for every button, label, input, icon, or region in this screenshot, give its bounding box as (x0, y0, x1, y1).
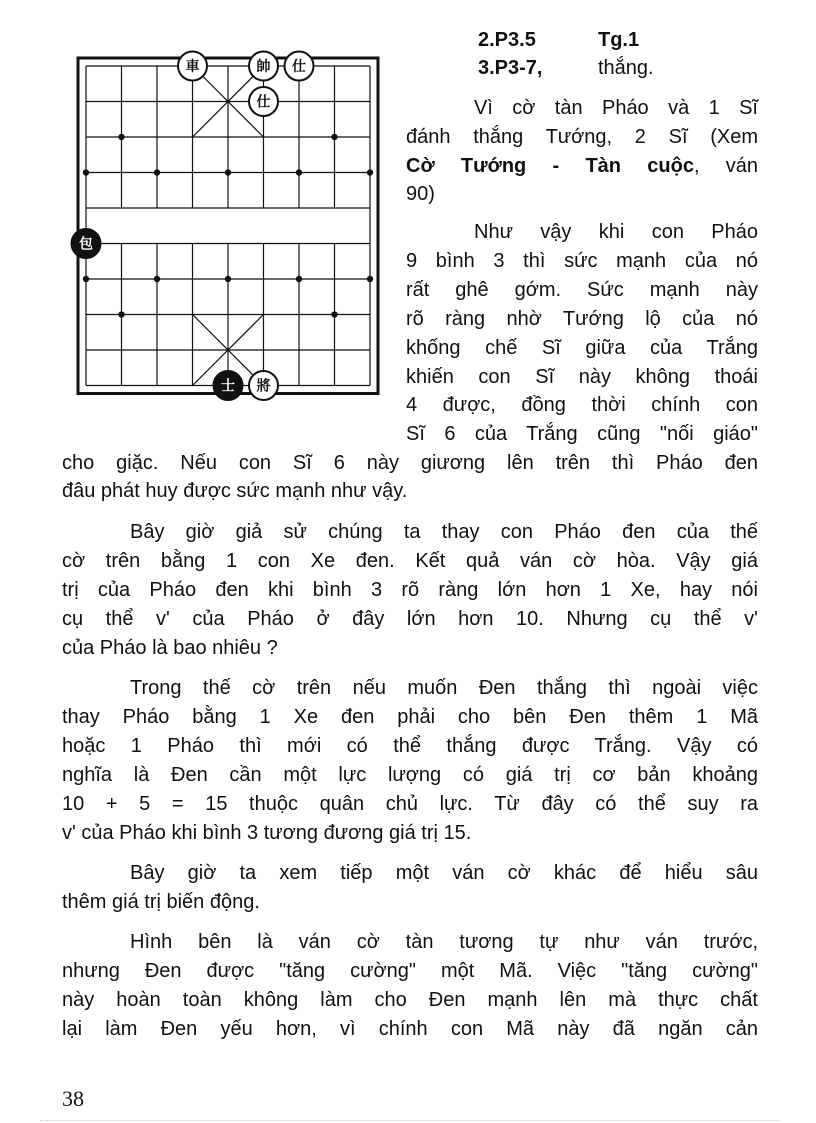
board-point-marker (331, 134, 337, 140)
text-line: Bây giờ giả sử chúng ta thay con Pháo đen của thế (130, 521, 758, 543)
board-point-marker (367, 169, 373, 175)
text-line: thêm giá trị biến động. (62, 891, 260, 913)
page-edge-divider (40, 1120, 780, 1121)
advisor-center-label: 仕 (256, 94, 271, 111)
text-line: hoặc 1 Pháo thì mới có thể thắng được Trắng. Vậy có (62, 735, 758, 757)
text-line: rõ ràng nhờ Tướng lộ của nó (406, 308, 758, 330)
text-line: rất ghê gớm. Sức mạnh này (406, 279, 758, 301)
board-point-marker (367, 276, 373, 282)
xiangqi-board-diagram (68, 46, 386, 395)
board-point-marker (296, 169, 302, 175)
text-line: trị của Pháo đen khi bình 3 rõ ràng lớn hơn 1 Xe, hay nói (62, 579, 758, 601)
board-point-marker (118, 134, 124, 140)
text-line: lại làm Đen yếu hơn, vì chính con Mã này đã ngăn cản (62, 1018, 758, 1040)
text-line: Như vậy khi con Pháo (474, 221, 758, 243)
advisor-bottom-black-label: 士 (221, 378, 235, 395)
text-fragment: , ván (693, 155, 758, 177)
page-number: 38 (62, 1086, 84, 1111)
text-line: Vì cờ tàn Pháo và 1 Sĩ (474, 97, 758, 119)
text-line: cho giặc. Nếu con Sĩ 6 này giương lên trên thì Pháo đen (62, 452, 758, 474)
text-line: của Pháo là bao nhiêu ? (62, 637, 278, 659)
text-line: 10 + 5 = 15 thuộc quân chủ lực. Từ đây có thể suy ra (62, 793, 758, 815)
text-line: này hoàn toàn không làm cho Đen mạnh lên mà thực chất (62, 989, 758, 1011)
text-line: khống chế Sĩ giữa của Trắng (406, 337, 758, 359)
board-point-marker (225, 169, 231, 175)
text-line: Sĩ 6 của Trắng cũng "nối giáo" (406, 423, 758, 445)
cannon-left-label: 包 (79, 236, 93, 253)
general-bottom-label: 將 (256, 378, 271, 395)
board-point-marker (83, 169, 89, 175)
book-title: Cờ Tướng - Tàn cuộc (406, 155, 694, 177)
text-line: nhưng Đen được "tăng cường" một Mã. Việc "tăng cường" (62, 960, 758, 982)
text-line: Trong thế cờ trên nếu muốn Đen thắng thì ngoài việc (130, 677, 758, 699)
text-line: v' của Pháo khi bình 3 tương đương giá trị 15. (62, 822, 472, 844)
move-2: 3.P3-7, (478, 57, 543, 79)
board-point-marker (296, 276, 302, 282)
text-line: cụ thể v' của Pháo ở đây lớn hơn 10. Nhưng cụ thể v' (62, 608, 758, 630)
board-point-marker (154, 169, 160, 175)
move-2-result: thắng. (598, 57, 654, 79)
text-line: Hình bên là ván cờ tàn tương tự như ván trước, (130, 931, 758, 953)
board-point-marker (225, 276, 231, 282)
text-line: 4 được, đồng thời chính con (406, 394, 758, 416)
advisor-top-right-label: 仕 (292, 59, 306, 75)
black-general-label: 帥 (256, 59, 271, 75)
text-line: khiến con Sĩ này không thoái (406, 366, 758, 388)
text-line-with-book-title (406, 152, 758, 180)
board-point-marker (118, 311, 124, 317)
text-line: đánh thắng Tướng, 2 Sĩ (Xem (406, 126, 758, 148)
board-point-marker (83, 276, 89, 282)
text-line: cờ trên bằng 1 con Xe đen. Kết quả ván cờ hòa. Vậy giá (62, 550, 758, 572)
text-line: 90) (406, 183, 435, 205)
move-1: 2.P3.5 (478, 29, 536, 51)
text-line: 9 bình 3 thì sức mạnh của nó (406, 250, 758, 272)
text-line: Bây giờ ta xem tiếp một ván cờ khác để hiểu sâu (130, 862, 758, 884)
red-chariot-label: 車 (185, 59, 200, 75)
board-svg (68, 46, 386, 395)
text-line: nghĩa là Đen cần một lực lượng có giá trị cơ bản khoảng (62, 764, 758, 786)
move-1-result: Tg.1 (598, 29, 640, 51)
board-point-marker (154, 276, 160, 282)
board-point-marker (331, 311, 337, 317)
text-line: đâu phát huy được sức mạnh như vậy. (62, 480, 408, 502)
text-line: thay Pháo bằng 1 Xe đen phải cho bên Đen thêm 1 Mã (62, 706, 758, 728)
